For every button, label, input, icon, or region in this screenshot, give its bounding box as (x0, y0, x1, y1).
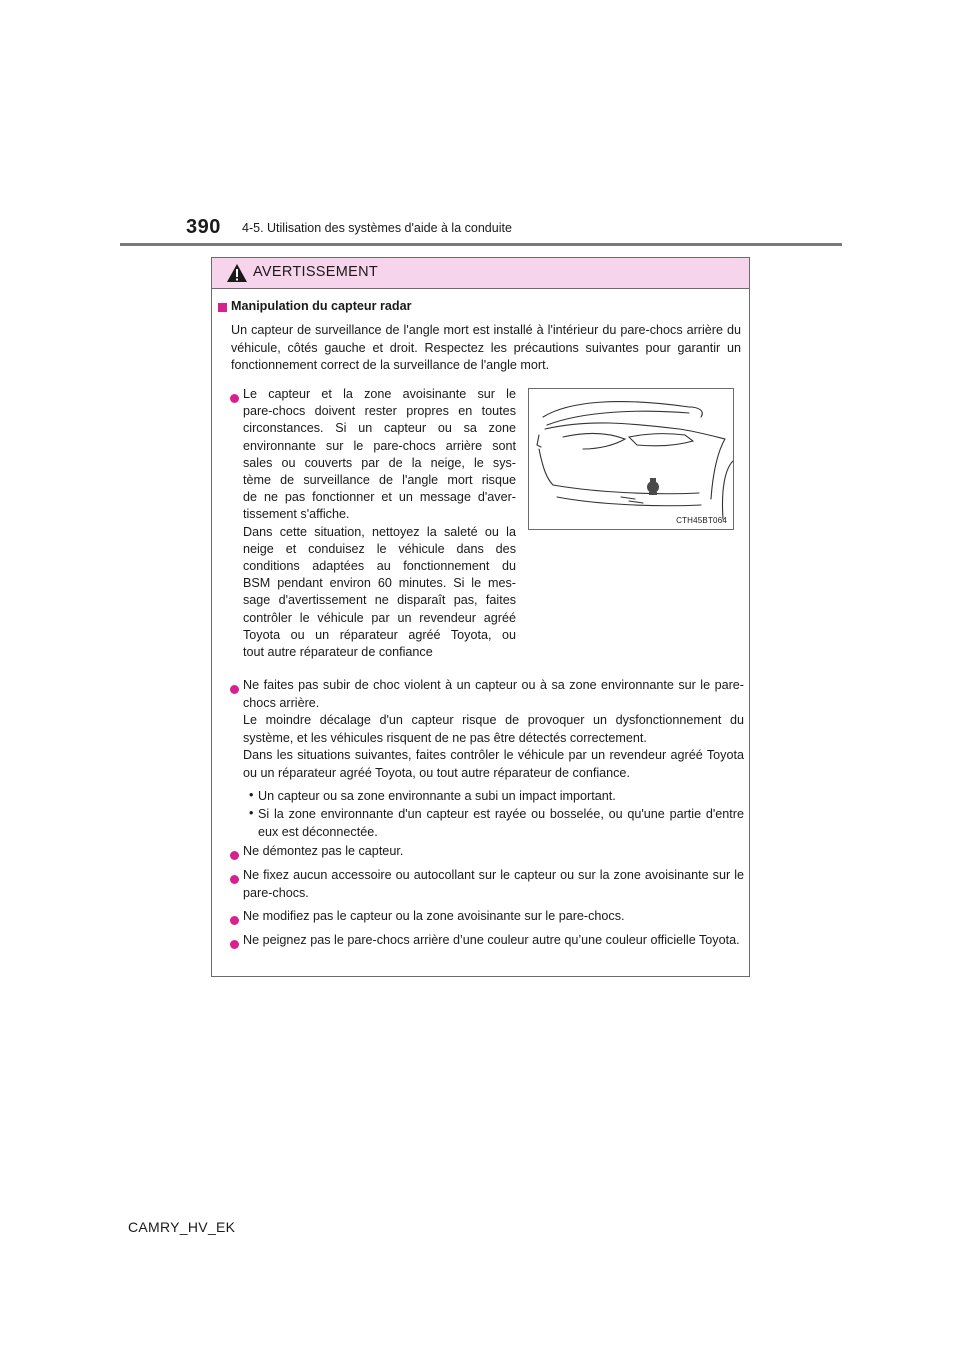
warning-box (211, 257, 750, 977)
bullet5-text: Ne modifiez pas le capteur ou la zone avoisinante sur le pare-chocs. (243, 909, 625, 923)
bullet-dot-icon (230, 940, 239, 949)
section-title: 4-5. Utilisation des systèmes d'aide à la conduite (242, 221, 512, 235)
bullet-dot-icon (230, 685, 239, 694)
car-rear-illustration (529, 389, 733, 529)
rear-bumper-figure (528, 388, 734, 530)
dash-bullet-icon: • (249, 806, 254, 820)
bullet3-text: Ne démontez pas le capteur. (243, 844, 404, 858)
bullet6-text: Ne peignez pas le pare-chocs arrière d’une couleur autre qu’une couleur officielle Toyota. (243, 933, 740, 947)
radar-sensor-icon (647, 478, 659, 495)
page-number: 390 (186, 216, 221, 238)
footer-model-code: CAMRY_HV_EK (128, 1219, 236, 1235)
bullet-dot-icon (230, 394, 239, 403)
bullet4-text: Ne fixez aucun accessoire ou autocollant sur le capteur ou sur la zone avoisinante sur le pare-chocs. (243, 868, 744, 900)
bullet2-text: Ne faites pas subir de choc violent à un capteur ou à sa zone environnante sur le pare-chocs arrière. Le moindre décalage d'un capteur risque de provoquer un dysfonctionnement du système, et les véhicules risquent de ne pas être détectés correctement. Dans les situations suivantes, faites contrôler le véhicule par un revendeur agréé Toyota ou un réparateur agréé Toyota, ou tout autre réparateur de confiance. (243, 678, 744, 780)
warning-header (212, 258, 749, 289)
warning-triangle-icon (226, 263, 248, 283)
bullet-dot-icon (230, 851, 239, 860)
warning-title: AVERTISSEMENT (253, 264, 379, 280)
square-bullet-icon (218, 303, 227, 312)
warning-subtitle: Manipulation du capteur radar (231, 299, 412, 313)
intro-paragraph: Un capteur de surveillance de l'angle mort est installé à l'intérieur du pare-chocs arrière du véhicule, côtés gauche et droit. Respectez les précautions suivantes pour garantir un fonctionnement correct de la surveillance de l'angle mort. (231, 323, 741, 372)
header-rule (120, 243, 842, 246)
dash-bullet-icon: • (249, 788, 254, 802)
figure-code: CTH45BT064 (676, 516, 727, 525)
sub-item-1: Un capteur ou sa zone environnante a subi un impact important. (258, 789, 616, 803)
sub-item-2: Si la zone environnante d'un capteur est rayée ou bosselée, ou qu'une partie d'entre eux est déconnectée. (258, 807, 744, 839)
bullet-dot-icon (230, 916, 239, 925)
bullet1-text: Le capteur et la zone avoisinante sur le pare-chocs doivent rester propres en toutes circonstances. Si un capteur ou sa zone environnante sur le pare-chocs arrière sont sales ou couverts par de la neige, le sys- tème de surveillance de l'angle mort risque de ne pas fonctionner et un message d'aver- tissement s'affiche. Dans cette situation, nettoyez la saleté ou la neige et conduisez le véhicule dans des conditions adaptées au fonctionnement du BSM pendant environ 60 minutes. Si le mes- sage d'avertissement ne disparaît pas, faites contrôler le véhicule par un revendeur agréé Toyota ou un réparateur agréé Toyota, ou tout autre réparateur de confiance (243, 387, 516, 660)
bullet-dot-icon (230, 875, 239, 884)
